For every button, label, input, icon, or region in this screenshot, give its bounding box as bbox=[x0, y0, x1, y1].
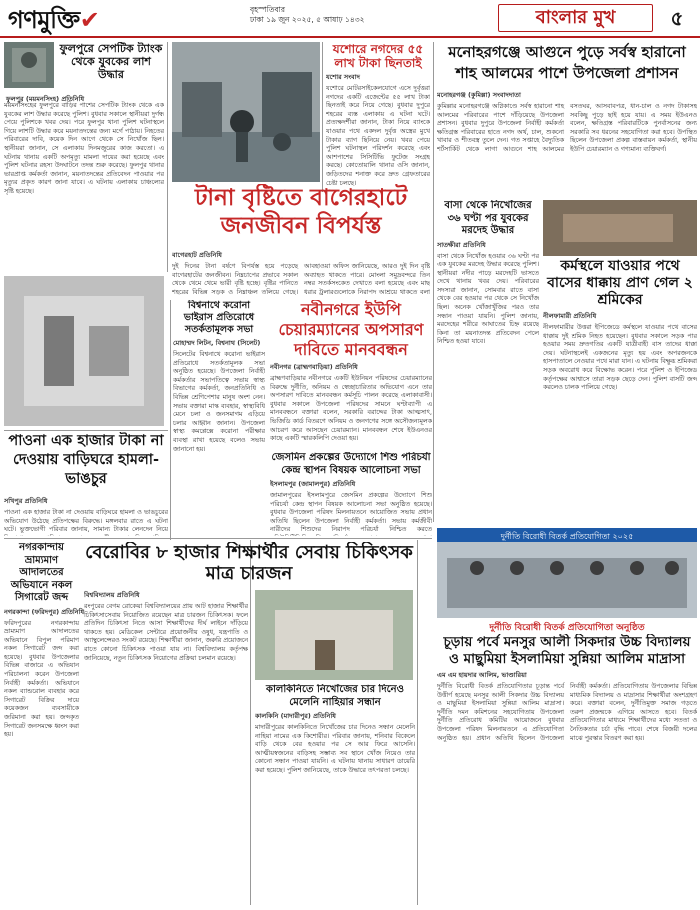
byline-body-found: সাতক্ষীরা প্রতিনিধি bbox=[437, 240, 486, 249]
headline-corona[interactable]: বিশ্বনাথে করোনা ভাইরাস প্রতিরোধে সতর্কতামূলক সভা bbox=[183, 300, 255, 335]
byline-corona: মোহাম্মদ লিটন, বিশ্বনাথ (সিলেট) bbox=[173, 339, 261, 347]
body-bus: নীলফামারীর উত্তরা ইপিজেডে কর্মস্থলে যাওয়ার পথে বাসের ধাক্কায় দুই শ্রমিক নিহত হয়েছেন। বুধবার সকালে সড়ক পার হওয়ার সময় দ্রুতগতির একটি যাত্রীবাহী বাস তাদের ধাক্কা দেয়। ঘটনাস্থলেই একজনের মৃত্যু হয় এবং অপরজনকে হাসপাতালে নেওয়ার পথে মারা যান। এ ঘটনায় বিক্ষুব্ধ শ্রমিকরা সড়ক অবরোধ করে বিক্ষোভ করেন। পরে পুলিশ ও ইপিজেড কর্তৃপক্ষের আশ্বাসে তারা সড়ক ছেড়ে দেন। পুলিশ বাসটি জব্দ করলেও চালক পালিয়ে গেছে। bbox=[543, 324, 697, 392]
article-attack-headline bbox=[4, 432, 168, 494]
article-body-found bbox=[437, 200, 539, 346]
page-number: ৫ bbox=[670, 6, 684, 30]
masthead-date-text: ঢাকা ১৯ জুন ২০২৫, ৫ আষাঢ় ১৪৩২ bbox=[250, 15, 365, 24]
headline-septic[interactable]: ফুলপুরে সেপটিক ট্যাংক থেকে যুবকের লাশ উদ্ধার bbox=[59, 42, 163, 81]
body-jashore: যশোরে মোটরসাইকেলযোগে এসে দুর্বৃত্তরা নগদের একটি এজেন্টের ৫৫ লাখ টাকা ছিনতাই করে নিয়ে গেছে। বুধবার দুপুরে শহরের ব্যস্ত এলাকায় এ ঘটনা ঘটে। প্রত্যক্ষদর্শীরা জানান, টাকা নিয়ে ব্যাংকে যাওয়ার পথে একদল দুর্বৃত্ত অস্ত্রের মুখে টাকার ব্যাগ ছিনিয়ে নেয়। খবর পেয়ে পুলিশ ঘটনাস্থল পরিদর্শন করেছে এবং আশপাশের সিসিটিভি ফুটেজ সংগ্রহ করছে। কোতোয়ালি থানার ওসি জানান, জড়িতদের শনাক্ত করে দ্রুত গ্রেফতারের চেষ্টা চলছে। bbox=[326, 85, 430, 187]
photo-berobir-image bbox=[255, 590, 413, 680]
article-corona bbox=[173, 300, 265, 536]
photo-berobir bbox=[255, 590, 413, 680]
body-eup: ব্রাহ্মণবাড়িয়ার নবীনগরে একটি ইউনিয়ন পরিষদের চেয়ারম্যানের বিরুদ্ধে দুর্নীতি, অনিয়ম ও স্বেচ্ছাচারিতার অভিযোগ এনে তার অপসারণ দাবিতে মানববন্ধন কর্মসূচি পালন করেছে এলাকাবাসী। বুধবার সকালে উপজেলা পরিষদের সামনে ঘণ্টাব্যাপী এ মানববন্ধনে বক্তারা বলেন, সরকারি বরাদ্দের টাকা আত্মসাৎ, ভিজিডি কার্ড বিতরণে অনিয়ম ও জনগণের সঙ্গে অসৌজন্যমূলক আচরণ করে আসছেন চেয়ারম্যান। মানববন্ধন শেষে ইউএনওর কাছে একটি স্মারকলিপি দেওয়া হয়। bbox=[270, 375, 432, 443]
byline-kalkini: কালকিনি (মাদারীপুর) প্রতিনিধি bbox=[255, 712, 336, 720]
body-corona: সিলেটের বিশ্বনাথে করোনা ভাইরাস প্রতিরোধে সতর্কতামূলক সভা অনুষ্ঠিত হয়েছে। উপজেলা নির্বাহী কর্মকর্তার সভাপতিত্বে সভায় স্বাস্থ্য বিভাগের কর্মকর্তা, জনপ্রতিনিধি ও বিভিন্ন শ্রেণিপেশার মানুষ অংশ নেন। সভায় বক্তারা মাস্ক ব্যবহার, স্বাস্থ্যবিধি মেনে চলা ও জনসমাগম এড়িয়ে চলার আহ্বান জানান। উপজেলা স্বাস্থ্য কমপ্লেক্সে করোনা পরীক্ষার ব্যবস্থা রাখা হয়েছে বলেও সভায় জানানো হয়। bbox=[173, 351, 265, 453]
byline-eup: নবীনগর (ব্রাহ্মণবাড়িয়া) প্রতিনিধি bbox=[270, 363, 358, 371]
article-debate bbox=[437, 634, 697, 906]
section-title: বাংলার মুখ bbox=[498, 4, 653, 32]
headline-fire-line2[interactable]: শাহ আলমের পাশে উপজেলা প্রশাসন bbox=[455, 64, 679, 82]
article-rain bbox=[172, 248, 430, 296]
headline-fire-line1[interactable]: মনোহরগঞ্জে আগুনে পুড়ে সর্বস্ব হারানো bbox=[448, 43, 686, 61]
caption-debate: দুর্নীতি বিরোধী বিতর্ক প্রতিযোগিতা অনুষ্ঠিত bbox=[489, 623, 645, 633]
article-jesmin bbox=[270, 452, 432, 536]
headline-bus[interactable]: কর্মস্থলে যাওয়ার পথে বাসের ধাক্কায় প্রাণ গেল ২ শ্রমিকের bbox=[547, 258, 693, 308]
photo-attack-image bbox=[4, 276, 164, 426]
article-berobir bbox=[84, 588, 248, 904]
article-fire bbox=[437, 88, 697, 198]
headline-berobir[interactable]: বেরোবির ৮ হাজার শিক্ষার্থীর সেবায় চিকিৎসক মাত্র চারজন bbox=[85, 542, 413, 584]
headline-debate[interactable]: চূড়ায় পর্বে মনসুর আলী সিকদার উচ্চ বিদ্যালয় ও মাছুমিয়া ইসলামিয়া সুন্নিয়া আলিম মাদ্রাসা bbox=[443, 634, 691, 667]
body-body-found: বাসা থেকে নিখোঁজ হওয়ার ৩৬ ঘণ্টা পর এক যুবকের মরদেহ উদ্ধার করেছে পুলিশ। স্থানীয়রা নদীর পাড়ে মরদেহটি ভাসতে দেখে থানায় খবর দেয়। পরিবারের সদস্যরা জানান, সোমবার রাতে বাসা থেকে বের হওয়ার পর থেকে সে নিখোঁজ ছিল। অনেক খোঁজাখুঁজির পরও তার সন্ধান পাওয়া যায়নি। পুলিশ জানায়, মরদেহের শরীরে আঘাতের চিহ্ন রয়েছে কিনা তা ময়নাতদন্ত প্রতিবেদন পেলে নিশ্চিত হওয়া যাবে। bbox=[437, 252, 539, 346]
byline-berobir: বিশ্ববিদ্যালয় প্রতিনিধি bbox=[84, 591, 140, 599]
body-berobir: রংপুরের বেগম রোকেয়া বিশ্ববিদ্যালয়ের প্রায় আট হাজার শিক্ষার্থীর চিকিৎসাসেবায় নিয়োজিত রয়েছেন মাত্র চারজন চিকিৎসক। ফলে প্রতিদিন চিকিৎসা নিতে আসা শিক্ষার্থীদের দীর্ঘ লাইনে দাঁড়িয়ে থাকতে হয়। মেডিকেল সেন্টারে প্রয়োজনীয় ওষুধ, যন্ত্রপাতি ও অ্যাম্বুলেন্সেরও সংকট রয়েছে। শিক্ষার্থীরা জানান, জরুরি প্রয়োজনে রাতে কোনো চিকিৎসক পাওয়া যায় না। বিশ্ববিদ্যালয় কর্তৃপক্ষ জানিয়েছে, নতুন চিকিৎসক নিয়োগের প্রক্রিয়া চলমান রয়েছে। bbox=[84, 603, 248, 662]
byline-debate: এম এম হায়দার আলিম, ভাণ্ডারিয়া bbox=[437, 671, 527, 679]
photo-septic bbox=[4, 42, 54, 88]
headline-kalkini[interactable]: কালকিনিতে নিখোঁজের চার দিনেও মেলেনি নাহিয়ার সন্ধান bbox=[265, 684, 405, 708]
body-debate: দুর্নীতি বিরোধী বিতর্ক প্রতিযোগিতার চূড়ান্ত পর্বে উত্তীর্ণ হয়েছে মনসুর আলী সিকদার উচ্চ বিদ্যালয় ও মাছুমিয়া ইসলামিয়া সুন্নিয়া আলিম মাদ্রাসা। দুর্নীতি দমন কমিশনের সহযোগিতায় উপজেলা দুর্নীতি প্রতিরোধ কমিটির আয়োজনে বুধবার উপজেলা পরিষদ মিলনায়তনে এ প্রতিযোগিতা অনুষ্ঠিত হয়। প্রধান অতিথি ছিলেন উপজেলা নির্বাহী কর্মকর্তা। প্রতিযোগিতায় উপজেলার বিভিন্ন মাধ্যমিক বিদ্যালয় ও মাদ্রাসার শিক্ষার্থীরা অংশগ্রহণ করে। বক্তারা বলেন, দুর্নীতিমুক্ত সমাজ গড়তে তরুণ প্রজন্মকে এগিয়ে আসতে হবে। বিতর্ক প্রতিযোগিতার মাধ্যমে শিক্ষার্থীদের মধ্যে সততা ও নৈতিকতার চর্চা বৃদ্ধি পাবে। শেষে বিজয়ী দলের মাঝে পুরস্কার বিতরণ করা হয়। bbox=[437, 683, 697, 742]
headline-attack[interactable]: পাওনা এক হাজার টাকা না দেওয়ায় বাড়িঘরে হামলা-ভাঙচুর bbox=[8, 433, 164, 487]
headline-fake-cig[interactable]: নগরকান্দায় ভ্রাম্যমাণ আদালতের অভিযানে নকল সিগারেট জব্দ bbox=[10, 542, 73, 603]
photo-rain-image bbox=[172, 42, 320, 182]
photo-debate bbox=[437, 528, 697, 618]
byline-rain: বাগেরহাট প্রতিনিধি bbox=[172, 251, 222, 259]
article-jashore bbox=[326, 42, 430, 192]
body-kalkini: মাদারীপুরের কালকিনিতে নিখোঁজের চার দিনেও সন্ধান মেলেনি নাহিয়া নামের এক কিশোরীর। পরিবার জানায়, শনিবার বিকেলে বাড়ি থেকে বের হওয়ার পর সে আর ফিরে আসেনি। আত্মীয়স্বজনের বাড়িসহ সম্ভাব্য সব স্থানে খোঁজ নিয়েও তার কোনো সন্ধান পাওয়া যায়নি। এ ঘটনায় থানায় সাধারণ ডায়েরি করা হয়েছে। পুলিশ জানিয়েছে, তাকে উদ্ধারে তৎপরতা চলছে। bbox=[255, 724, 415, 774]
byline-jashore: যশোর সংবাদ bbox=[326, 73, 360, 81]
article-attack bbox=[4, 494, 168, 536]
article-bus bbox=[543, 258, 697, 526]
body-rain: দুই দিনের টানা বর্ষণে বিপর্যস্ত হয়ে পড়েছে বাগেরহাটের জনজীবন। নিম্নচাপের প্রভাবে সকাল থেকে থেমে থেমে ভারী বৃষ্টি হচ্ছে। বৃষ্টির পানিতে শহরের বিভিন্ন সড়ক ও নিম্নাঞ্চল তলিয়ে গেছে। আবহাওয়া অফিস জানিয়েছে, আরও দুই দিন বৃষ্টি অব্যাহত থাকতে পারে। মোংলা সমুদ্রবন্দরে তিন নম্বর সতর্কসংকেত দেখাতে বলা হয়েছে এবং মাছ ধরার ট্রলারগুলোকে নিরাপদ আশ্রয়ে থাকতে বলা bbox=[172, 263, 430, 296]
newspaper-logo: গণমুক্তি✔ bbox=[8, 6, 100, 34]
byline-bus: নীলফামারী প্রতিনিধি bbox=[543, 312, 597, 320]
masthead bbox=[0, 0, 700, 38]
headline-body-found[interactable]: বাসা থেকে নিখোঁজের ৩৬ ঘণ্টা পর যুবকের মরদেহ উদ্ধার bbox=[444, 200, 532, 236]
article-septic bbox=[4, 42, 164, 272]
byline-septic: ফুলপুর (ময়মনসিংহ) প্রতিনিধি bbox=[6, 95, 85, 103]
photo-body-found bbox=[543, 200, 697, 256]
byline-fire: মনোহরগঞ্জ (কুমিল্লা) সংবাদদাতা bbox=[437, 91, 521, 99]
article-eup bbox=[270, 300, 432, 450]
article-fire-headline bbox=[437, 42, 697, 86]
body-fire: কুমিল্লার মনোহরগঞ্জে অগ্নিকাণ্ডে সর্বস্ব হারানো শাহ আলমের পরিবারের পাশে দাঁড়িয়েছে উপজেলা প্রশাসন। বুধবার দুপুরে উপজেলা নির্বাহী কর্মকর্তা ক্ষতিগ্রস্ত পরিবারের হাতে নগদ অর্থ, চাল, শুকনো খাবার ও শীতবস্ত্র তুলে দেন। গত সপ্তাহে বৈদ্যুতিক শর্টসার্কিট থেকে লাগা আগুনে শাহ আলমের বসতঘর, আসবাবপত্র, ধান-চাল ও নগদ টাকাসহ সবকিছু পুড়ে ছাই হয়ে যায়। এ সময় ইউএনও বলেন, ক্ষতিগ্রস্ত পরিবারটিকে পুনর্বাসনের জন্য সরকারি সব ধরনের সহযোগিতা করা হবে। উপস্থিত ছিলেন উপজেলা প্রকল্প বাস্তবায়ন কর্মকর্তা, স্থানীয় ইউপি চেয়ারম্যান ও গণ্যমান্য ব্যক্তিবর্গ। bbox=[437, 103, 697, 153]
photo-debate-image bbox=[437, 528, 697, 618]
body-fake-cig: ফরিদপুরের নগরকান্দায় ভ্রাম্যমাণ আদালতের অভিযানে বিপুল পরিমাণ নকল সিগারেট জব্দ করা হয়েছে। বুধবার উপজেলার বিভিন্ন বাজারে এ অভিযান পরিচালনা করেন উপজেলা নির্বাহী কর্মকর্তা। অভিযানে নকল ব্যান্ডরোল ব্যবহার করে সিগারেট বিক্রির দায়ে কয়েকজন ব্যবসায়ীকে জরিমানা করা হয়। জব্দকৃত সিগারেট জনসমক্ষে ধ্বংস করা হয়। bbox=[4, 619, 79, 739]
article-rain-headline bbox=[172, 184, 430, 246]
photo-rain bbox=[172, 42, 320, 182]
photo-septic-image bbox=[4, 42, 54, 88]
byline-fake-cig: নগরকান্দা (ফরিদপুর) প্রতিনিধি bbox=[4, 607, 85, 616]
photo-debate-banner: দুর্নীতি বিরোধী বিতর্ক প্রতিযোগিতা ২০২৫ bbox=[500, 532, 634, 541]
body-septic: ময়মনসিংহের ফুলপুরে বাড়ির পাশের সেপটিক ট্যাংক থেকে এক যুবকের লাশ উদ্ধার করেছে পুলিশ। বুধবার সকালে স্থানীয়রা দুর্গন্ধ পেয়ে পুলিশকে খবর দেয়। পরে ফুলপুর থানা পুলিশ ঘটনাস্থলে গিয়ে লাশটি উদ্ধার করে ময়নাতদন্তের জন্য মর্গে পাঠায়। নিহতের পরিবারের দাবি, কয়েক দিন আগে থেকে সে নিখোঁজ ছিল। স্থানীয়রা জানান, সে এলাকায় দিনমজুরের কাজ করতো। এ ঘটনায় থানায় একটি অপমৃত্যু মামলা দায়ের করা হয়েছে এবং পুলিশ ঘটনার রহস্য উদঘাটনে তদন্ত শুরু করেছে। ফুলপুর থানার ভারপ্রাপ্ত কর্মকর্তা জানান, ময়নাতদন্তের প্রতিবেদন পাওয়ার পর মৃত্যুর প্রকৃত কারণ জানা যাবে। এ ঘটনায় এলাকায় চাঞ্চল্যের সৃষ্টি হয়েছে। bbox=[4, 102, 164, 195]
byline-attack: সখিপুর প্রতিনিধি bbox=[4, 497, 48, 505]
byline-jesmin: ইসলামপুর (জামালপুর) প্রতিনিধি bbox=[270, 480, 356, 488]
photo-attack bbox=[4, 276, 164, 426]
masthead-date bbox=[250, 5, 364, 25]
article-berobir-headline bbox=[84, 542, 414, 586]
headline-rain-line2[interactable]: জনজীবন বিপর্যস্ত bbox=[220, 213, 382, 239]
headline-jashore[interactable]: যশোরে নগদের ৫৫ লাখ টাকা ছিনতাই bbox=[332, 42, 424, 70]
photo-body-found-image bbox=[543, 200, 697, 256]
body-attack: পাওনা এক হাজার টাকা না দেওয়ায় বাড়িঘরে হামলা ও ভাঙচুরের অভিযোগ উঠেছে প্রতিপক্ষের বিরুদ্ধে। মঙ্গলবার রাতে এ ঘটনা ঘটে। ভুক্তভোগী পরিবার জানায়, সামান্য টাকার লেনদেন নিয়ে bbox=[4, 509, 168, 534]
headline-rain-line1[interactable]: টানা বৃষ্টিতে বাগেরহাটে bbox=[194, 185, 408, 211]
headline-jesmin[interactable]: জেসমিন প্রকল্পের উদ্যোগে শিশু পরিচর্যা কেন্দ্র স্থাপন বিষয়ক আলোচনা সভা bbox=[271, 452, 431, 476]
headline-eup[interactable]: নবীনগরে ইউপি চেয়ারম্যানের অপসারণ দাবিতে মানববন্ধন bbox=[278, 300, 424, 359]
masthead-weekday: বৃহস্পতিবার bbox=[250, 5, 285, 14]
article-kalkini bbox=[255, 684, 415, 904]
body-jesmin: জামালপুরের ইসলামপুরে জেসমিন প্রকল্পের উদ্যোগে শিশু পরিচর্যা কেন্দ্র স্থাপন বিষয়ক আলোচনা সভা অনুষ্ঠিত হয়েছে। বুধবার উপজেলা পরিষদ মিলনায়তনে আয়োজিত সভায় প্রধান অতিথি ছিলেন উপজেলা নির্বাহী কর্মকর্তা। সভায় কর্মজীবী নারীদের শিশুদের নিরাপদ পরিচর্যা নিশ্চিত করতে bbox=[270, 492, 432, 534]
